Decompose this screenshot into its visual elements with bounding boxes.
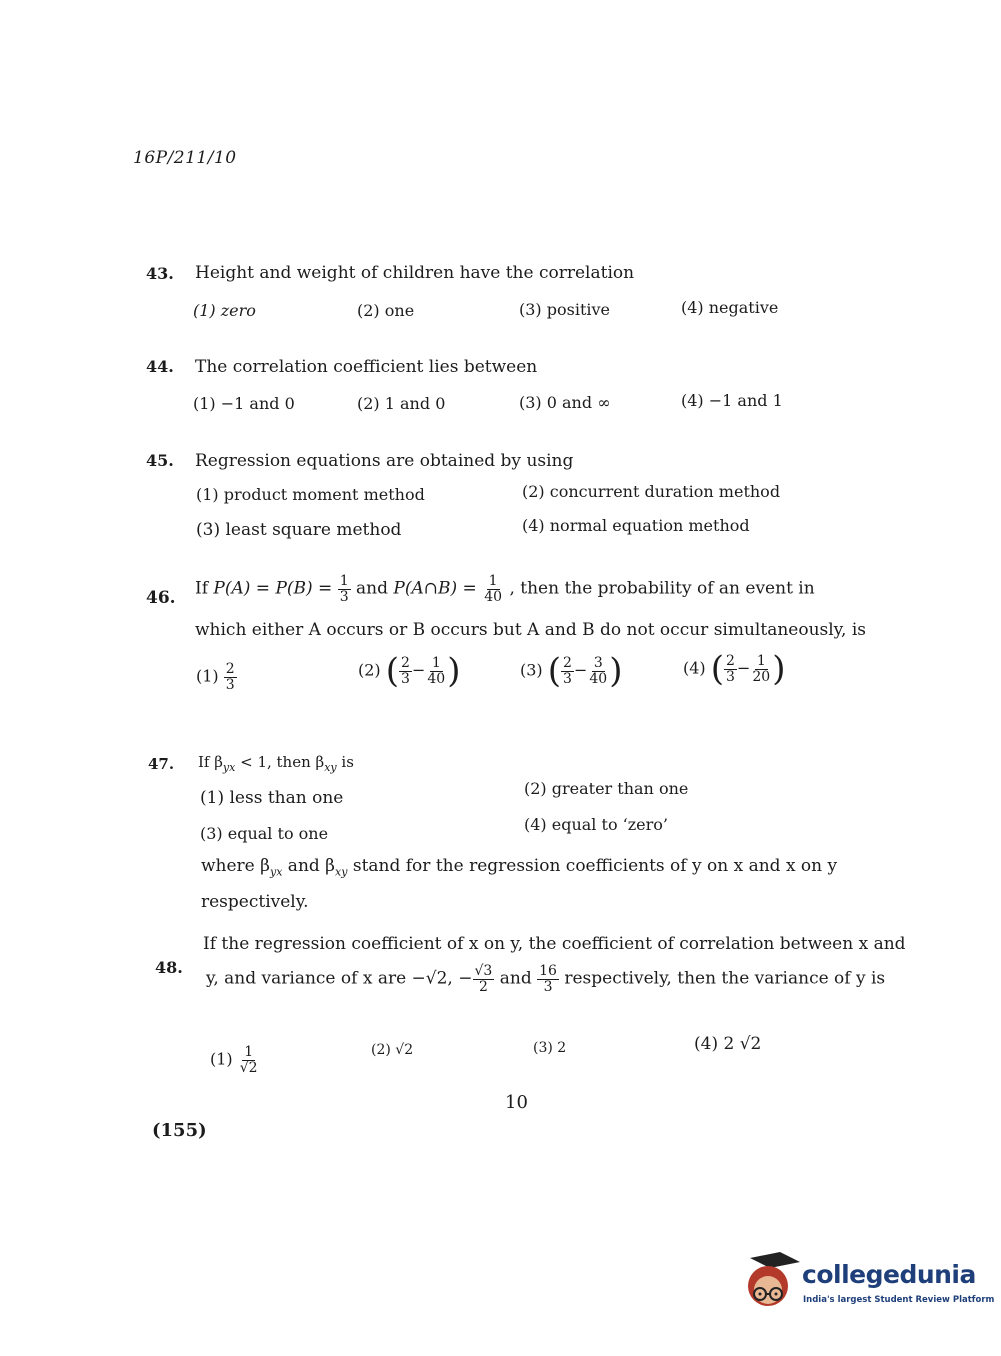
question-48-stem-line2 — [206, 964, 885, 994]
q47-stem-if: If β — [198, 753, 223, 771]
q47-where-sub-xy: xy — [335, 865, 348, 879]
question-48-number: 48. — [155, 958, 183, 977]
q46-o1-den: 3 — [225, 676, 235, 693]
booklet-code: (155) — [152, 1120, 207, 1141]
question-44-text: The correlation coefficient lies between — [195, 357, 538, 377]
question-44-option-4: (4) −1 and 1 — [681, 391, 783, 410]
question-47-stem — [198, 753, 354, 774]
question-48-option-4: (4) 2 √2 — [694, 1034, 762, 1054]
q48-f2-num: 16 — [539, 963, 557, 979]
question-43-option-2: (2) one — [357, 301, 415, 320]
q46-o3-frac-a — [561, 656, 574, 686]
q48-f1-num: √3 — [474, 963, 493, 979]
question-46-option-4 — [683, 649, 786, 689]
question-47-option-2: (2) greater than one — [524, 779, 689, 798]
q46-o2-frac-b — [425, 656, 447, 686]
q46-o2-b-den: 40 — [427, 670, 446, 687]
q46-f1-den: 3 — [339, 588, 349, 605]
question-46-stem-line1 — [195, 574, 815, 604]
question-48-option-3: (3) 2 — [533, 1040, 567, 1056]
question-47-option-4: (4) equal to ‘zero’ — [524, 815, 669, 834]
question-45-option-1: (1) product moment method — [196, 485, 425, 504]
q46-o2-minus: − — [411, 660, 426, 680]
question-48-option-2: (2) √2 — [371, 1042, 414, 1058]
q46-o4-frac-b — [750, 654, 772, 684]
q46-o4-a-den: 3 — [726, 668, 735, 685]
q46-o3-paren-open: ( — [547, 651, 562, 691]
q48-f1-den: 2 — [478, 978, 488, 995]
q46-o3-a-num: 2 — [563, 654, 572, 671]
question-46-option-3 — [520, 651, 623, 691]
q48-o1-num: 1 — [244, 1044, 254, 1060]
q46-o4-frac-a — [724, 654, 737, 684]
q46-o3-paren-close: ) — [609, 651, 623, 691]
q47-stem-mid: < 1, then β — [235, 753, 325, 771]
question-46-option-2 — [358, 651, 461, 691]
q46-o2-frac-a — [399, 656, 412, 686]
q48-fraction-16-3 — [537, 964, 559, 994]
q46-o2-paren-close: ) — [447, 651, 461, 691]
q46-if: If — [195, 578, 209, 599]
q47-stem-end: is — [336, 753, 354, 771]
q46-and: and — [356, 578, 389, 599]
question-46-option-1 — [196, 662, 237, 692]
question-44-number: 44. — [146, 357, 174, 376]
q48-o1-fraction — [238, 1045, 260, 1075]
q46-fraction-1-3 — [338, 574, 351, 604]
q46-pab-expr: P(A∩B) = — [393, 578, 477, 599]
q46-o2-a-den: 3 — [401, 670, 410, 687]
q48-line2b: respectively, then the variance of y is — [564, 968, 886, 989]
logo-wordmark: collegedunia — [802, 1260, 976, 1289]
question-43-number: 43. — [146, 264, 174, 283]
question-47-number: 47. — [148, 755, 175, 773]
q47-where-c: stand for the regression coefficients of y on x and x on y — [347, 856, 838, 876]
q46-o1-label: (1) — [196, 666, 219, 686]
q48-o1-den: √2 — [239, 1059, 258, 1076]
q47-stem-sub-yx: yx — [222, 761, 236, 774]
logo-tagline: India's largest Student Review Platform — [803, 1295, 995, 1305]
q47-where-a: where β — [201, 856, 270, 876]
q46-o4-b-num: 1 — [756, 652, 766, 669]
q46-o4-a-num: 2 — [726, 652, 735, 669]
q48-line2a: y, and variance of x are −√2, − — [206, 968, 473, 989]
collegedunia-logo — [740, 1250, 995, 1320]
q46-f2-num: 1 — [488, 573, 498, 589]
q46-o3-b-den: 40 — [589, 670, 608, 687]
q48-fraction-sqrt3-2 — [473, 964, 495, 994]
q46-o1-num: 2 — [225, 661, 235, 677]
question-44-option-3: (3) 0 and ∞ — [519, 393, 611, 412]
q47-where-b: and β — [282, 856, 336, 876]
q46-o3-a-den: 3 — [563, 670, 572, 687]
q46-then-text: , then the probability of an event in — [509, 578, 815, 599]
q46-o1-fraction — [224, 662, 237, 692]
question-47-option-1: (1) less than one — [200, 788, 344, 808]
q46-o2-paren-open: ( — [385, 651, 400, 691]
page-number: 10 — [505, 1092, 528, 1113]
question-46-stem-line2: which either A occurs or B occurs but A and B do not occur simultaneously, is — [195, 620, 866, 640]
q46-f2-den: 40 — [484, 588, 503, 605]
q46-o4-paren-open: ( — [710, 649, 725, 689]
q47-where-sub-yx: yx — [269, 865, 283, 879]
question-43-option-1: (1) zero — [193, 301, 256, 320]
q46-f1-num: 1 — [339, 573, 349, 589]
question-48-stem-line1: If the regression coefficient of x on y, the coefficient of correlation between x and — [203, 934, 906, 954]
q46-o4-b-den: 20 — [752, 668, 771, 685]
question-45-number: 45. — [146, 451, 174, 470]
question-43-option-4: (4) negative — [681, 298, 779, 317]
question-43-text: Height and weight of children have the correlation — [195, 263, 635, 283]
q46-pa-expr: P(A) = P(B) = — [213, 578, 333, 599]
question-46-number: 46. — [146, 588, 176, 608]
q46-o2-label: (2) — [358, 660, 381, 680]
question-45-text: Regression equations are obtained by using — [195, 451, 574, 471]
q46-o4-label: (4) — [683, 658, 706, 678]
mascot-icon — [740, 1250, 802, 1320]
question-47-option-3: (3) equal to one — [200, 824, 329, 843]
q46-o3-label: (3) — [520, 660, 543, 680]
q46-o3-minus: − — [573, 660, 588, 680]
question-44-option-2: (2) 1 and 0 — [357, 394, 446, 413]
q48-f2-den: 3 — [543, 978, 553, 995]
q46-o4-minus: − — [736, 658, 751, 678]
question-47-note-line2: respectively. — [201, 892, 309, 912]
q46-o3-b-num: 3 — [593, 654, 603, 671]
q47-stem-sub-xy: xy — [324, 761, 337, 774]
q48-o1-label: (1) — [210, 1049, 233, 1069]
question-45-option-3: (3) least square method — [196, 520, 402, 540]
q46-o2-b-num: 1 — [431, 654, 441, 671]
q48-and: and — [499, 968, 532, 989]
question-43-option-3: (3) positive — [519, 300, 611, 319]
q46-fraction-1-40 — [482, 574, 504, 604]
question-47-note-line1 — [201, 856, 837, 878]
question-45-option-2: (2) concurrent duration method — [522, 482, 781, 501]
paper-code: 16P/211/10 — [133, 148, 237, 168]
question-44-option-1: (1) −1 and 0 — [193, 394, 295, 413]
question-45-option-4: (4) normal equation method — [522, 516, 750, 535]
q46-o2-a-num: 2 — [401, 654, 410, 671]
question-48-option-1 — [210, 1045, 260, 1075]
q46-o4-paren-close: ) — [772, 649, 786, 689]
q46-o3-frac-b — [587, 656, 609, 686]
